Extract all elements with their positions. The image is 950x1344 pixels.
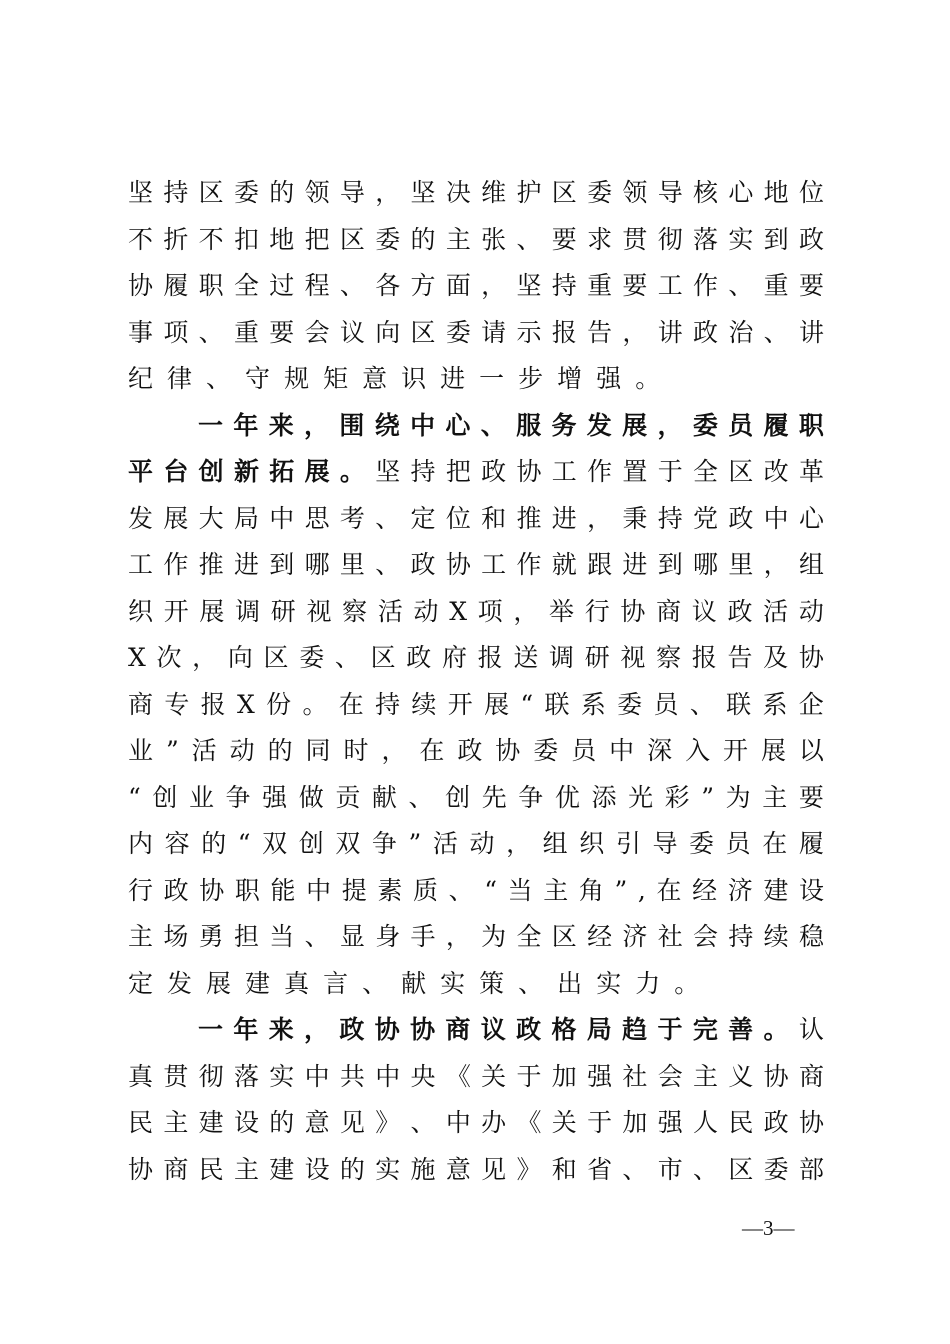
text-line: 工 作 推 进 到 哪 里 、 政 协 工 作 就 跟 进 到 哪 里 ， 组 bbox=[128, 550, 824, 579]
text-line: 一 年 来 ， 围 绕 中 心 、 服 务 发 展 ， 委 员 履 职 bbox=[198, 410, 824, 440]
text-line: 纪 律 、 守 规 矩 意 识 进 一 步 增 强 。 bbox=[128, 364, 661, 393]
text-line: “ 创 业 争 强 做 贡 献 、 创 先 争 优 添 光 彩 ” 为 主 要 bbox=[128, 782, 824, 812]
text-line: 真 贯 彻 落 实 中 共 中 央 《 关 于 加 强 社 会 主 义 协 商 bbox=[128, 1061, 824, 1091]
text-line: 定 发 展 建 真 言 、 献 实 策 、 出 实 力 。 bbox=[128, 968, 700, 998]
text-line: 织 开 展 调 研 视 察 活 动 X 项 ， 举 行 协 商 议 政 活 动 bbox=[128, 596, 824, 626]
text-line: 民 主 建 设 的 意 见 》 、 中 办 《 关 于 加 强 人 民 政 协 bbox=[128, 1108, 824, 1137]
text-line: 行 政 协 职 能 中 提 素 质 、 “ 当 主 角 ” , 在 经 济 建 设 bbox=[128, 875, 824, 905]
text-line: 事 项 、 重 要 会 议 向 区 委 请 示 报 告 ， 讲 政 治 、 讲 bbox=[128, 317, 824, 347]
text-line: 业 ” 活 动 的 同 时 ， 在 政 协 委 员 中 深 入 开 展 以 bbox=[128, 736, 824, 765]
text-line: 不 折 不 扣 地 把 区 委 的 主 张 、 要 求 贯 彻 落 实 到 政 bbox=[128, 224, 824, 254]
text-line: 内 容 的 “ 双 创 双 争 ” 活 动 ， 组 织 引 导 委 员 在 履 bbox=[128, 829, 824, 858]
text-line: 主 场 勇 担 当 、 显 身 手 ， 为 全 区 经 济 社 会 持 续 稳 bbox=[128, 922, 824, 951]
document-body bbox=[128, 170, 824, 1193]
text-line: 平 台 创 新 拓 展 。 坚 持 把 政 协 工 作 置 于 全 区 改 革 bbox=[128, 457, 824, 486]
text-line: X 次 ， 向 区 委 、 区 政 府 报 送 调 研 视 察 报 告 及 协 bbox=[128, 643, 824, 672]
text-line: 商 专 报 X 份 。 在 持 续 开 展 “ 联 系 委 员 、 联 系 企 bbox=[128, 689, 824, 719]
text-line: 发 展 大 局 中 思 考 、 定 位 和 推 进 ， 秉 持 党 政 中 心 bbox=[128, 503, 824, 533]
page-number: —3— bbox=[742, 1216, 795, 1240]
text-line: 一 年 来 ， 政 协 协 商 议 政 格 局 趋 于 完 善 。 认 bbox=[198, 1015, 824, 1044]
text-line: 协 履 职 全 过 程 、 各 方 面 ， 坚 持 重 要 工 作 、 重 要 bbox=[128, 271, 824, 300]
text-line: 坚 持 区 委 的 领 导 ， 坚 决 维 护 区 委 领 导 核 心 地 位 bbox=[128, 178, 824, 207]
text-line: 协 商 民 主 建 设 的 实 施 意 见 》 和 省 、 市 、 区 委 部 bbox=[128, 1154, 824, 1184]
